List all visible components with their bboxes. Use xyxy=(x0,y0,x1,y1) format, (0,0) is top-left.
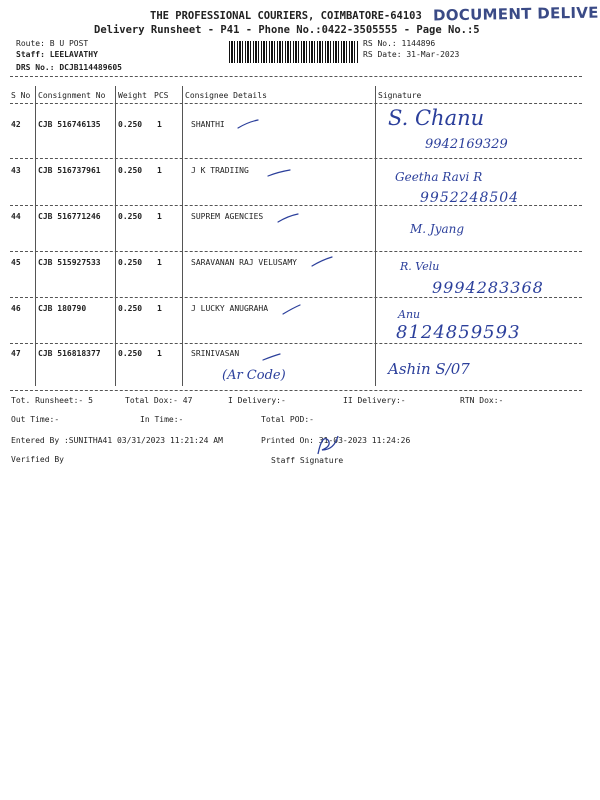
document-delivered-stamp: DOCUMENT DELIVE xyxy=(432,3,599,25)
row-weight: 0.250 xyxy=(118,120,143,129)
tick-mark xyxy=(312,257,332,266)
recipient-signature: Ashin S/07 xyxy=(388,360,470,378)
recipient-phone: 9952248504 xyxy=(420,190,520,206)
row-weight: 0.250 xyxy=(118,166,143,175)
row-pcs: 1 xyxy=(157,349,162,358)
staff-label: Staff: LEELAVATHY xyxy=(16,50,98,59)
drs-number: DRS No.: DCJB114489605 xyxy=(16,63,122,72)
column-header-consignment: Consignment No xyxy=(38,91,106,100)
recipient-signature: M. Jyang xyxy=(410,222,465,236)
total-dox: Total Dox:- 47 xyxy=(125,396,193,405)
row-sno: 45 xyxy=(11,258,21,267)
row-consignee: SUPREM AGENCIES xyxy=(191,212,264,221)
total-runsheet: Tot. Runsheet:- 5 xyxy=(11,396,93,405)
tick-mark xyxy=(263,354,280,360)
in-time: In Time:- xyxy=(140,415,184,424)
column-header-consignee: Consignee Details xyxy=(185,91,267,100)
handwritten-note: (Ar Code) xyxy=(222,368,286,383)
row-consignment: CJB 180790 xyxy=(38,304,87,313)
row-consignment: CJB 516737961 xyxy=(38,166,101,175)
recipient-phone: 9994283368 xyxy=(432,278,544,297)
runsheet-title: THE PROFESSIONAL COURIERS, COIMBATORE-64103 xyxy=(150,10,422,22)
column-header-weight: Weight xyxy=(118,91,147,100)
rs-number: RS No.: 1144896 xyxy=(363,39,436,48)
tick-mark xyxy=(278,214,298,222)
row-sno: 47 xyxy=(11,349,21,358)
tick-mark xyxy=(268,170,290,176)
recipient-phone: 9942169329 xyxy=(425,137,508,152)
i-delivery: I Delivery:- xyxy=(228,396,286,405)
row-consignment: CJB 516818377 xyxy=(38,349,101,358)
column-header-sno: S No xyxy=(11,91,31,100)
recipient-signature: R. Velu xyxy=(400,260,440,273)
recipient-signature: Geetha Ravi R xyxy=(395,170,483,184)
tick-mark xyxy=(238,120,258,128)
out-time: Out Time:- xyxy=(11,415,60,424)
recipient-signature: Anu xyxy=(398,308,421,321)
row-consignment: CJB 516771246 xyxy=(38,212,101,221)
ii-delivery: II Delivery:- xyxy=(343,396,406,405)
tick-mark xyxy=(283,305,300,314)
entered-by: Entered By :SUNITHA41 03/31/2023 11:21:24 AM xyxy=(11,436,223,445)
row-weight: 0.250 xyxy=(118,304,143,313)
rs-date: RS Date: 31-Mar-2023 xyxy=(363,50,460,59)
row-sno: 44 xyxy=(11,212,21,221)
row-pcs: 1 xyxy=(157,120,162,129)
row-pcs: 1 xyxy=(157,212,162,221)
row-pcs: 1 xyxy=(157,166,162,175)
row-consignee: J LUCKY ANUGRAHA xyxy=(191,304,269,313)
rtn-dox: RTN Dox:- xyxy=(460,396,504,405)
row-sno: 43 xyxy=(11,166,21,175)
route-label: Route: B U POST xyxy=(16,39,89,48)
row-pcs: 1 xyxy=(157,258,162,267)
recipient-signature: S. Chanu xyxy=(388,106,485,130)
row-consignee: J K TRADIING xyxy=(191,166,249,175)
runsheet-subtitle: Delivery Runsheet - P41 - Phone No.:0422-3505555 - Page No.:5 xyxy=(94,24,480,36)
row-sno: 46 xyxy=(11,304,21,313)
row-weight: 0.250 xyxy=(118,258,143,267)
column-header-pcs: PCS xyxy=(154,91,169,100)
row-pcs: 1 xyxy=(157,304,162,313)
printed-on: Printed On: 31-03-2023 11:24:26 xyxy=(261,436,411,445)
row-sno: 42 xyxy=(11,120,21,129)
verified-by: Verified By xyxy=(11,455,64,464)
staff-signature-label: Staff Signature xyxy=(271,456,344,465)
row-consignee: SRINIVASAN xyxy=(191,349,240,358)
row-weight: 0.250 xyxy=(118,349,143,358)
recipient-phone: 8124859593 xyxy=(396,322,521,343)
row-consignee: SHANTHI xyxy=(191,120,225,129)
total-pod: Total POD:- xyxy=(261,415,314,424)
row-weight: 0.250 xyxy=(118,212,143,221)
column-header-signature: Signature xyxy=(378,91,422,100)
row-consignee: SARAVANAN RAJ VELUSAMY xyxy=(191,258,297,267)
row-consignment: CJB 515927533 xyxy=(38,258,101,267)
row-consignment: CJB 516746135 xyxy=(38,120,101,129)
